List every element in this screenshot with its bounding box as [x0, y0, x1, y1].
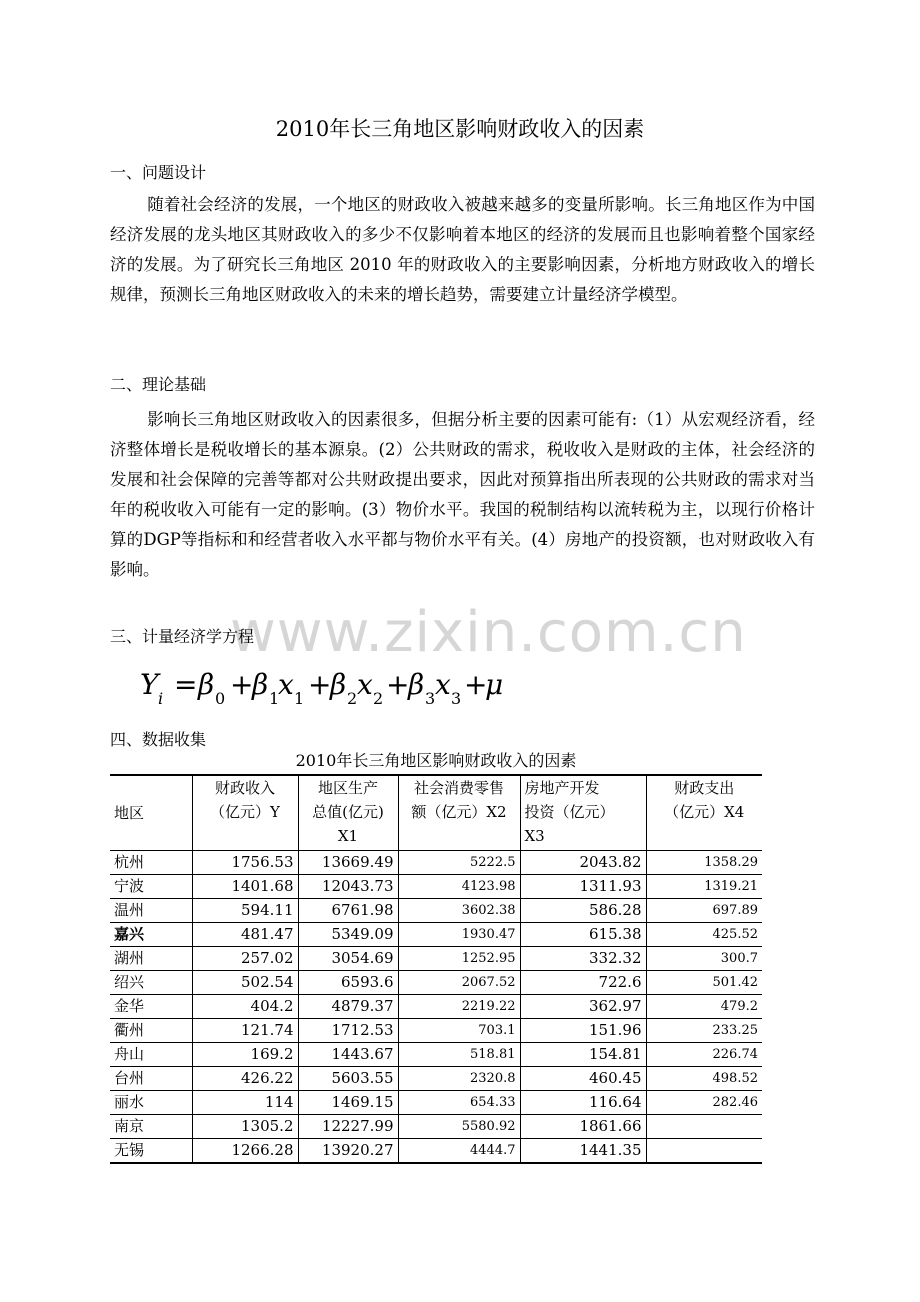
eq-term-1-coef: β: [252, 668, 269, 701]
table-row: [110, 851, 762, 875]
eq-term-0-coef: β: [198, 668, 215, 701]
cell-x3: 154.81: [520, 1043, 646, 1067]
cell-x4: 233.25: [646, 1019, 762, 1043]
table-row: [110, 923, 762, 947]
cell-x1: 1469.15: [298, 1091, 398, 1115]
cell-x2: 654.33: [398, 1091, 520, 1115]
cell-x4: [646, 1139, 762, 1164]
header-retail-line-1: 社会消费零售: [413, 779, 504, 797]
eq-term-2-var: x: [357, 668, 373, 701]
watermark: www.zixin.com.cn: [230, 600, 747, 665]
eq-term-3-coef: β: [408, 668, 425, 701]
eq-term-1-coef-sub: 1: [269, 689, 280, 708]
cell-x2: 5580.92: [398, 1115, 520, 1139]
cell-x1: 4879.37: [298, 995, 398, 1019]
cell-region: 绍兴: [110, 971, 192, 995]
header-gdp-line-2: 总值(亿元): [312, 803, 384, 821]
table-row: [110, 1043, 762, 1067]
eq-lhs-sub: i: [158, 689, 164, 708]
table-row: [110, 1115, 762, 1139]
cell-x3: 615.38: [520, 923, 646, 947]
cell-x1: 1443.67: [298, 1043, 398, 1067]
table-row: [110, 1091, 762, 1115]
table-row: [110, 1139, 762, 1164]
cell-x4: 226.74: [646, 1043, 762, 1067]
cell-x3: 116.64: [520, 1091, 646, 1115]
eq-plus-2: +: [308, 668, 332, 701]
cell-x4: 282.46: [646, 1091, 762, 1115]
eq-term-3-coef-sub: 3: [425, 689, 436, 708]
cell-x3: 1861.66: [520, 1115, 646, 1139]
header-region: [110, 775, 192, 851]
cell-x1: 1712.53: [298, 1019, 398, 1043]
header-real-estate-line-1: 房地产开发: [524, 779, 600, 797]
header-gdp-line-1: 地区生产: [317, 779, 378, 797]
cell-x2: 4444.7: [398, 1139, 520, 1164]
eq-plus-3: +: [386, 668, 410, 701]
cell-x2: 2067.52: [398, 971, 520, 995]
cell-x4: 697.89: [646, 899, 762, 923]
cell-y: 1756.53: [192, 851, 298, 875]
cell-y: 594.11: [192, 899, 298, 923]
cell-y: 1305.2: [192, 1115, 298, 1139]
cell-x1: 6761.98: [298, 899, 398, 923]
cell-x3: 586.28: [520, 899, 646, 923]
cell-x4: 498.52: [646, 1067, 762, 1091]
header-region-line-1: 地区: [114, 804, 145, 822]
cell-x3: 151.96: [520, 1019, 646, 1043]
header-expenditure-line-2: （亿元）X4: [664, 803, 745, 821]
cell-x1: 13669.49: [298, 851, 398, 875]
eq-plus-4: +: [464, 668, 488, 701]
cell-y: 481.47: [192, 923, 298, 947]
document-title: 2010年长三角地区影响财政收入的因素: [275, 117, 645, 141]
eq-plus-1: +: [230, 668, 254, 701]
header-revenue-line-1: 财政收入: [214, 779, 275, 797]
cell-region: 杭州: [110, 851, 192, 875]
table-row: [110, 1067, 762, 1091]
cell-x4: 1319.21: [646, 875, 762, 899]
data-table: [110, 774, 762, 1164]
section-body-problem-design-text: 随着社会经济的发展，一个地区的财政收入被越来越多的变量所影响。长三角地区作为中国经济发展的龙头地区其财政收入的多少不仅影响着本地区的经济的发展而且也影响着整个国家经济的发展。为了研究长三角地区 2010 年的财政收入的主要影响因素，分析地方财政收入的增长规律，预测长三角地区财政收入的未来的增长趋势，需要建立计量经济学模型。: [110, 195, 815, 304]
cell-region: 湖州: [110, 947, 192, 971]
eq-term-2-coef: β: [330, 668, 347, 701]
header-revenue: [192, 775, 298, 851]
header-expenditure-line-1: 财政支出: [674, 779, 735, 797]
regression-equation: [140, 662, 520, 712]
table-caption: 2010年长三角地区影响财政收入的因素: [295, 751, 577, 770]
eq-term-0-coef-sub: 0: [215, 689, 226, 708]
cell-x4: 479.2: [646, 995, 762, 1019]
cell-x2: 703.1: [398, 1019, 520, 1043]
cell-y: 114: [192, 1091, 298, 1115]
table-body: [110, 851, 762, 1164]
cell-region: 舟山: [110, 1043, 192, 1067]
header-gdp: [298, 775, 398, 851]
section-heading-problem-design: 一、问题设计: [110, 163, 207, 182]
cell-x2: 518.81: [398, 1043, 520, 1067]
cell-x3: 1441.35: [520, 1139, 646, 1164]
header-retail-line-2: 额（亿元）X2: [411, 803, 507, 821]
cell-x2: 5222.5: [398, 851, 520, 875]
cell-x1: 6593.6: [298, 971, 398, 995]
cell-x3: 362.97: [520, 995, 646, 1019]
section-heading-equation: 三、计量经济学方程: [110, 627, 255, 646]
eq-lhs: Y: [140, 668, 159, 701]
cell-x4: 501.42: [646, 971, 762, 995]
eq-term-2-coef-sub: 2: [347, 689, 358, 708]
table-row: [110, 971, 762, 995]
cell-x1: 3054.69: [298, 947, 398, 971]
header-real-estate-line-2: 投资（亿元）: [524, 803, 615, 821]
cell-y: 426.22: [192, 1067, 298, 1091]
table-row: [110, 875, 762, 899]
header-revenue-line-2: （亿元）Y: [210, 803, 280, 821]
cell-region: 衢州: [110, 1019, 192, 1043]
cell-region: 嘉兴: [110, 923, 192, 947]
cell-y: 257.02: [192, 947, 298, 971]
cell-region: 丽水: [110, 1091, 192, 1115]
eq-term-1-var-sub: 1: [294, 689, 305, 708]
cell-x3: 2043.82: [520, 851, 646, 875]
table-row: [110, 947, 762, 971]
header-real-estate-line-3: X3: [524, 827, 545, 845]
header-real-estate: [520, 775, 646, 851]
table-row: [110, 899, 762, 923]
cell-x3: 1311.93: [520, 875, 646, 899]
header-gdp-line-3: X1: [337, 827, 359, 845]
cell-x1: 12043.73: [298, 875, 398, 899]
eq-term-2-var-sub: 2: [373, 689, 384, 708]
cell-x1: 12227.99: [298, 1115, 398, 1139]
cell-region: 宁波: [110, 875, 192, 899]
table-header-row: [110, 775, 762, 851]
cell-x4: 425.52: [646, 923, 762, 947]
eq-term-1-var: x: [278, 668, 294, 701]
section-body-problem-design: [110, 190, 815, 310]
table-row: [110, 1019, 762, 1043]
cell-x3: 460.45: [520, 1067, 646, 1091]
section-heading-data: 四、数据收集: [110, 730, 207, 749]
cell-region: 台州: [110, 1067, 192, 1091]
cell-x1: 5603.55: [298, 1067, 398, 1091]
cell-x1: 5349.09: [298, 923, 398, 947]
cell-x1: 13920.27: [298, 1139, 398, 1164]
cell-x2: 4123.98: [398, 875, 520, 899]
cell-x2: 2320.8: [398, 1067, 520, 1091]
cell-x2: 1930.47: [398, 923, 520, 947]
table-row: [110, 995, 762, 1019]
cell-x4: 300.7: [646, 947, 762, 971]
eq-term-3-var-sub: 3: [451, 689, 462, 708]
cell-y: 169.2: [192, 1043, 298, 1067]
cell-y: 404.2: [192, 995, 298, 1019]
section-body-theory-text: 影响长三角地区财政收入的因素很多，但据分析主要的因素可能有:（1）从宏观经济看，经济整体增长是税收增长的基本源泉。(2）公共财政的需求，税收收入是财政的主体，社会经济的发展和社会保障的完善等都对公共财政提出要求，因此对预算指出所表现的公共财政的需求对当年的税收收入可能有一定的影响。(3）物价水平。我国的税制结构以流转税为主，以现行价格计算的DGP等指标和和经营者收入水平都与物价水平有关。(4）房地产的投资额，也对财政收入有影响。: [110, 410, 815, 579]
cell-region: 金华: [110, 995, 192, 1019]
section-body-theory: [110, 405, 815, 585]
cell-x4: [646, 1115, 762, 1139]
cell-region: 南京: [110, 1115, 192, 1139]
cell-x3: 332.32: [520, 947, 646, 971]
cell-x4: 1358.29: [646, 851, 762, 875]
cell-x2: 1252.95: [398, 947, 520, 971]
section-heading-theory: 二、理论基础: [110, 375, 207, 394]
header-retail: [398, 775, 520, 851]
cell-region: 温州: [110, 899, 192, 923]
eq-term-3-var: x: [435, 668, 451, 701]
cell-x2: 2219.22: [398, 995, 520, 1019]
cell-y: 1401.68: [192, 875, 298, 899]
cell-y: 121.74: [192, 1019, 298, 1043]
cell-x3: 722.6: [520, 971, 646, 995]
header-expenditure: [646, 775, 762, 851]
eq-term-4-coef: μ: [485, 668, 504, 701]
cell-region: 无锡: [110, 1139, 192, 1164]
cell-y: 1266.28: [192, 1139, 298, 1164]
cell-x2: 3602.38: [398, 899, 520, 923]
cell-y: 502.54: [192, 971, 298, 995]
eq-equals: =: [174, 668, 198, 701]
